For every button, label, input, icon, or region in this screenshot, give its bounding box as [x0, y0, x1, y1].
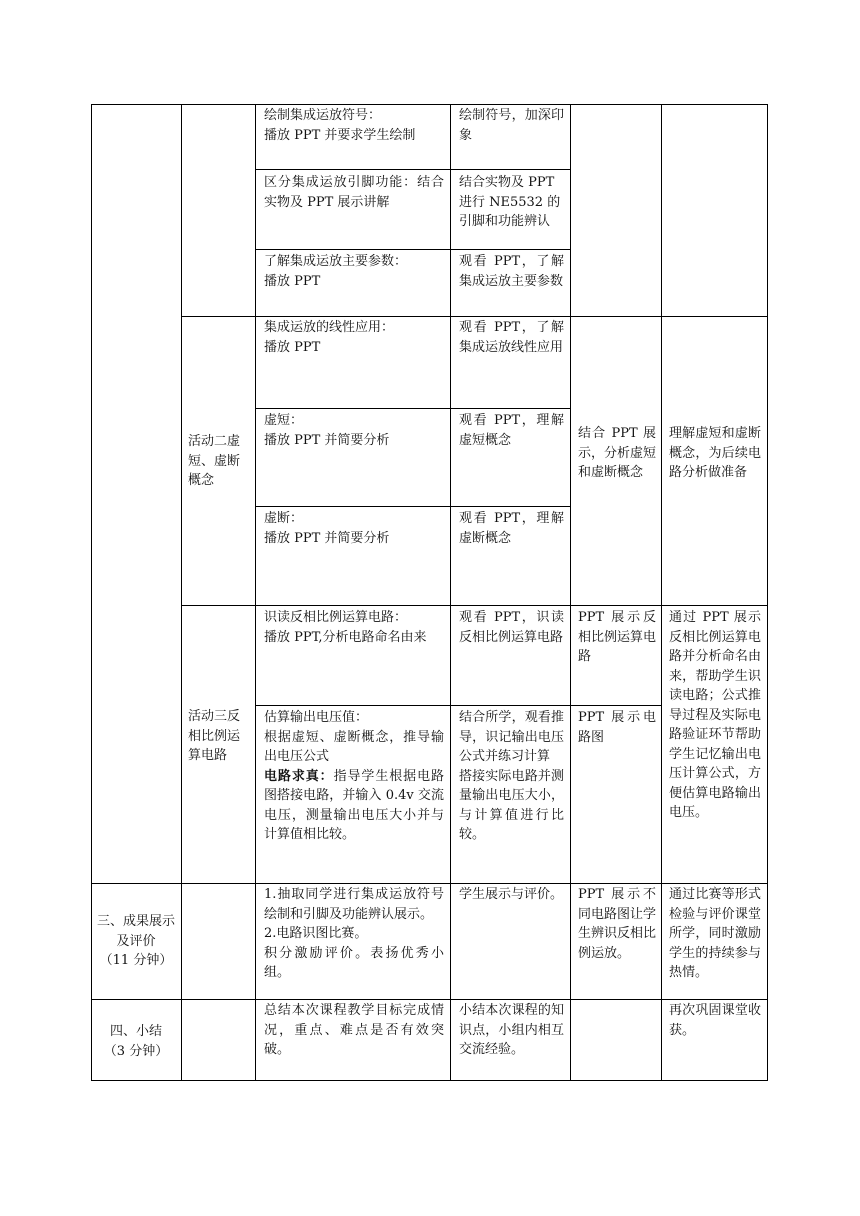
cell-text: 绘制符号，加深印象 [459, 108, 564, 143]
cell-text: 小结本次课程的知识点，小组内相互交流经验。 [459, 1003, 564, 1057]
act3-read-circuit-resources [578, 608, 656, 667]
activity-2-label [188, 432, 250, 491]
step-pin-function-teacher [264, 173, 444, 212]
cell-line: 播放 PPT 并简要分析 [264, 432, 390, 448]
cell-text: 区分集成运放引脚功能：结合实物及 PPT 展示讲解 [264, 175, 444, 210]
cell-text: 三、成果展示及评价 [97, 914, 176, 949]
border-top [91, 104, 768, 105]
cell-line: 绘制集成运放符号： [264, 108, 382, 123]
cell-line: 搭接实际电路并测量输出电压大小，与计算值进行比较。 [459, 768, 564, 842]
act3-estimate-resources [578, 708, 656, 747]
sec4-design-intent [669, 1001, 761, 1040]
cell-text: 观看 PPT，理解虚短概念 [459, 413, 564, 448]
cell-line: 集成运放的线性应用： [264, 320, 395, 335]
row-divider [255, 249, 571, 250]
cell-line [264, 767, 444, 845]
cell-line: 识读反相比例运算电路： [264, 610, 408, 625]
col-divider-5 [661, 104, 662, 1081]
row-divider [255, 705, 662, 706]
cell-text: 再次巩固课堂收获。 [669, 1003, 761, 1038]
cell-text: 总结本次课程教学目标完成情况，重点、难点是否有效突破。 [264, 1003, 444, 1057]
cell-text: 四、小结 [109, 1024, 162, 1039]
step-draw-symbol-student [459, 106, 564, 145]
section-4-title [97, 1022, 175, 1061]
cell-line: 根据虚短、虚断概念，推导输出电压公式 [264, 729, 444, 764]
row-divider [181, 316, 768, 317]
cell-line: 虚断： [264, 511, 304, 526]
activity-3-label [188, 707, 250, 766]
cell-line: 2.电路识图比赛。 [264, 926, 368, 941]
cell-line: 虚短： [264, 413, 304, 428]
border-bottom [91, 1080, 768, 1081]
sec3-teacher [264, 885, 444, 983]
act3-estimate-teacher [264, 708, 444, 845]
cell-text: 结合 PPT 展示，分析虚短和虚断概念 [578, 426, 657, 480]
act3-estimate-student [459, 708, 564, 845]
cell-line: 播放 PPT,分析电路命名由来 [264, 629, 427, 645]
act2-design-intent [669, 424, 761, 483]
border-right [767, 104, 768, 1081]
act2-virtual-short-student [459, 411, 564, 450]
cell-text: 观看 PPT，识读反相比例运算电路 [459, 610, 564, 645]
sec3-resources [578, 885, 656, 963]
border-left [91, 104, 92, 1081]
row-divider [91, 883, 768, 884]
row-divider [255, 408, 571, 409]
step-pin-function-student [459, 173, 564, 232]
section-3-title [97, 912, 175, 971]
section-time: （3 分钟） [103, 1043, 169, 1059]
cell-text: 通过比赛等形式检验与评价课堂所学，同时激励学生的持续参与热情。 [669, 887, 761, 980]
cell-text: PPT 展示反相比例运算电路 [578, 610, 657, 664]
col-divider-4 [570, 104, 571, 1081]
cell-text: 观看 PPT，了解集成运放线性应用 [459, 320, 564, 355]
act3-design-intent [669, 608, 761, 823]
col-divider-3 [450, 104, 451, 1081]
cell-line: 积分激励评价。表扬优秀小组。 [264, 945, 444, 980]
sec3-design-intent [669, 885, 761, 983]
cell-text: 观看 PPT，了解集成运放主要参数 [459, 254, 564, 289]
cell-text: 观看 PPT，理解虚断概念 [459, 511, 564, 546]
cell-line: 了解集成运放主要参数： [264, 254, 408, 269]
cell-line: 1.抽取同学进行集成运放符号绘制和引脚及功能辨认展示。 [264, 887, 444, 922]
act2-virtual-short-teacher [264, 411, 444, 450]
step-parameters-teacher [264, 252, 444, 291]
cell-line: 结合所学，观看推导，识记输出电压公式并练习计算 [459, 710, 564, 764]
row-divider [255, 169, 571, 170]
cell-text: 理解虚短和虚断概念，为后续电路分析做准备 [669, 426, 761, 480]
col-divider-2 [255, 104, 256, 1081]
cell-text: 通过 PPT 展示反相比例运算电路并分析命名由来，帮助学生识读电路；公式推导过程及实际电路验证环节帮助学生记忆输出电压计算公式，方便估算电路输出电压。 [669, 610, 761, 820]
section-time: （11 分钟） [99, 953, 173, 968]
row-divider [255, 506, 571, 507]
bold-keyword: 电路求真： [264, 768, 334, 784]
cell-text: 指导学生根据电路图搭接电路，并输入 0.4v 交流电压，测量输出电压大小并与计算值相比较。 [264, 768, 444, 842]
act3-read-circuit-teacher [264, 608, 444, 647]
cell-line: 播放 PPT [264, 273, 321, 289]
act3-read-circuit-student [459, 608, 564, 647]
step-parameters-student [459, 252, 564, 291]
act2-linear-teacher [264, 318, 444, 357]
cell-text: 学生展示与评价。 [459, 887, 564, 902]
sec4-teacher [264, 1001, 444, 1060]
row-divider [181, 605, 768, 606]
sec4-student [459, 1001, 564, 1060]
cell-text: 活动三反相比例运算电路 [188, 709, 241, 763]
cell-line: 估算输出电压值： [264, 710, 369, 725]
row-divider [91, 999, 768, 1000]
step-draw-symbol-teacher [264, 106, 444, 145]
cell-line: 播放 PPT [264, 339, 321, 355]
cell-text: 结合实物及 PPT 进行 NE5532 的引脚和功能辨认 [459, 175, 561, 229]
act2-virtual-open-student [459, 509, 564, 548]
act2-resources [578, 424, 656, 483]
cell-text: PPT 展示电路图 [578, 710, 656, 745]
cell-text: PPT 展示不同电路图让学生辨识反相比例运放。 [578, 887, 657, 961]
act2-virtual-open-teacher [264, 509, 444, 548]
sec3-student [459, 885, 564, 905]
col-divider-1 [181, 104, 182, 1081]
cell-line: 播放 PPT 并要求学生绘制 [264, 127, 416, 143]
cell-text: 活动二虚短、虚断概念 [188, 434, 241, 488]
cell-line: 播放 PPT 并简要分析 [264, 530, 390, 546]
act2-linear-student [459, 318, 564, 357]
